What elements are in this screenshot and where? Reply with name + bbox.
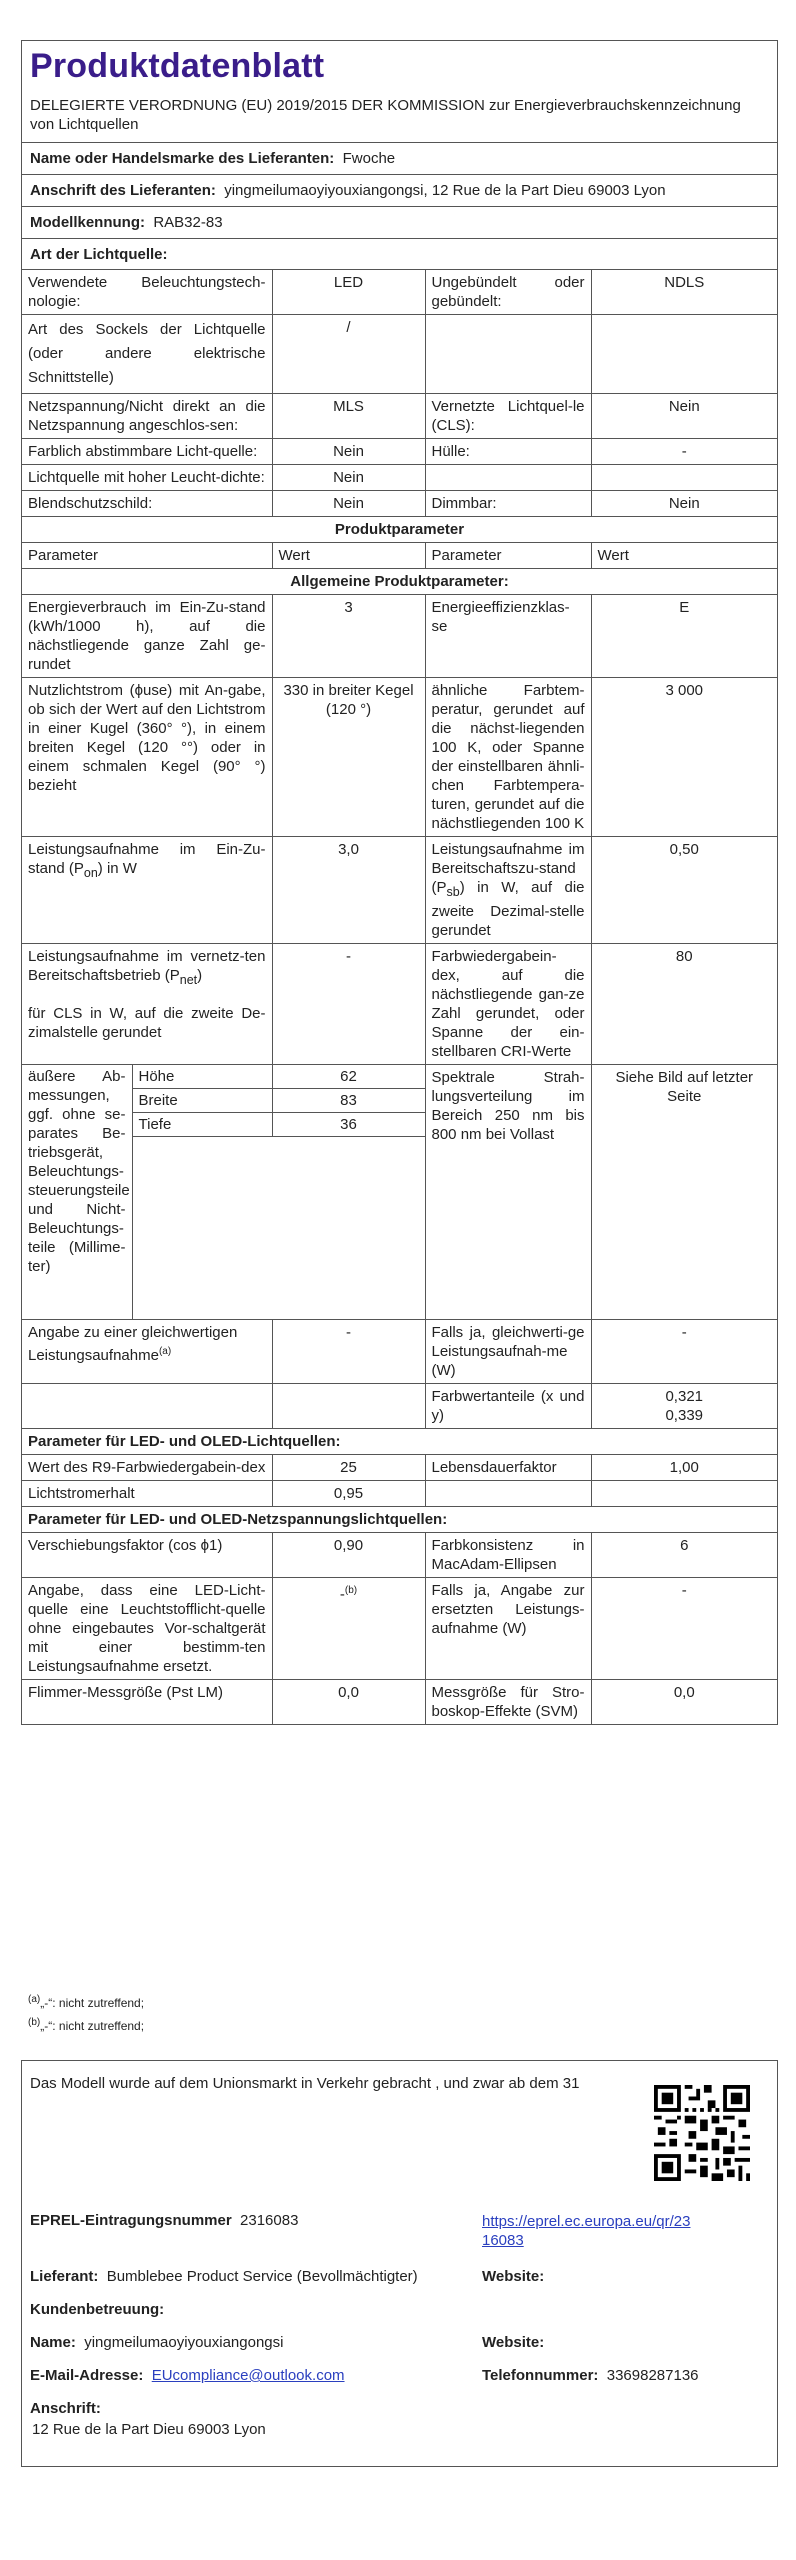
supplier-label: Lieferant: [30,2268,99,2285]
equivalent-power-watts-label: Falls ja, gleichwerti-ge Leistungsaufnah-me (W) [425,1320,591,1384]
replaced-power-label: Falls ja, Angabe zur ersetzten Leistungs-aufnahme (W) [425,1578,591,1680]
table-row [22,465,777,491]
energy-consumption-value: 3 [272,595,425,678]
empty-cell [591,1481,777,1507]
mains-value: MLS [272,394,425,439]
height-label: Höhe [132,1065,272,1089]
dimensions-table [22,1065,425,1319]
equivalent-power-label [22,1320,272,1384]
table-row [22,1680,777,1725]
useful-flux-label: Nutzlichtstrom (ϕuse) mit An-gabe, ob sich der Wert auf den Lichtstrom in einer Kugel (360° °), in einem breiten Kegel (120 °°) oder in einem schmalen Kegel (90° °) bezieht [22,678,272,837]
table-row [22,394,777,439]
depth-value: 36 [272,1113,425,1137]
empty-cell [22,1384,272,1429]
table-row [22,1429,777,1455]
on-mode-power-value: 3,0 [272,837,425,944]
customer-care-phone [482,2367,699,2384]
led-parameters-heading: Parameter für LED- und OLED-Lichtquellen: [22,1429,777,1455]
table-row [22,1507,777,1533]
chromaticity-y: 0,339 [665,1407,704,1424]
table-row [22,1384,777,1429]
color-temperature-value: 3 000 [591,678,777,837]
useful-flux-value: 330 in breiter Kegel (120 °) [272,678,425,837]
address-label: Anschrift: [30,2400,101,2417]
eprel-registration [30,2212,298,2229]
name-value: yingmeilumaoyiyouxiangongsi [84,2334,284,2351]
label-text: Leistungsaufnahme im Bereitschaftszu-stand (P [431,841,585,896]
chromaticity-value [591,1384,777,1429]
label-text: Leistungsaufnahme im vernetz-ten Bereitschaftsbetrieb (P [28,948,266,984]
spectral-distribution-label: Spektrale Strah-lungsverteilung im Bereich 250 nm bis 800 nm bei Vollast [425,1065,591,1320]
equivalent-power-watts-value: - [591,1320,777,1384]
empty-cell [272,1384,425,1429]
table-row [22,517,777,543]
flicker-metric-value: 0,0 [272,1680,425,1725]
empty-cell [132,1137,272,1320]
flicker-metric-label: Flimmer-Messgröße (Pst LM) [22,1680,272,1725]
eprel-link-line[interactable]: 16083 [482,2232,524,2249]
subscript: sb [446,885,460,899]
standby-power-label [425,837,591,944]
high-luminance-value: Nein [272,465,425,491]
supplier-value: Bumblebee Product Service (Bevollmächtigter) [106,2268,418,2285]
chromaticity-label: Farbwertanteile (x und y) [425,1384,591,1429]
supplier-address-value: yingmeilumaoyiyouxiangongsi, 12 Rue de la Part Dieu 69003 Lyon [224,182,666,199]
dimmable-value: Nein [591,491,777,517]
label-text: Angabe zu einer gleichwertigen Leistungsaufnahme [28,1324,238,1364]
empty-cell [425,465,591,491]
cap-type-label: Art des Sockels der Lichtquelle (oder andere elektrische Schnittstelle) [22,315,272,394]
replaced-power-value: - [591,1578,777,1680]
model-id-row [22,207,777,239]
sheet-header [22,41,777,143]
table-row [22,1533,777,1578]
label-text: Leistungsaufnahme im Ein-Zu-stand (P [28,841,266,877]
cri-value: 80 [591,944,777,1065]
regulation-subtitle: DELEGIERTE VERORDNUNG (EU) 2019/2015 DER KOMMISSION zur Energieverbrauchskennzeichnung von Lichtquellen [30,97,741,133]
color-consistency-label: Farbkonsistenz in MacAdam-Ellipsen [425,1533,591,1578]
subscript: net [179,973,198,987]
energy-consumption-label: Energieverbrauch im Ein-Zu-stand (kWh/1000 h), auf die nächstliegende ganze Zahl ge-rundet [22,595,272,678]
supplier-address-label: Anschrift des Lieferanten: [30,182,216,199]
table-row [22,491,777,517]
label-text: ) [197,967,203,984]
envelope-value: - [591,439,777,465]
footnote-a [28,1990,144,2013]
depth-label: Tiefe [132,1113,272,1137]
fluorescent-replacement-label: Angabe, dass eine LED-Licht-quelle eine Leuchtstofflicht-quelle ohne eingebautes Vor-schaltgerät mit einer bestimm-ten Leistungsaufnahme ersetzt. [22,1578,272,1680]
table-row [22,1065,425,1089]
supplier-name-value: Fwoche [342,150,396,167]
cls-value: Nein [591,394,777,439]
lumen-maintenance-label: Lichtstromerhalt [22,1481,272,1507]
anti-glare-value: Nein [272,491,425,517]
label-text: für CLS in W, auf die zweite De-zimalstelle gerundet [28,1005,266,1041]
supplier-address-row [22,175,777,207]
networked-standby-value: - [272,944,425,1065]
model-id-value: RAB32-83 [153,214,223,231]
light-source-type-title: Art der Lichtquelle: [30,246,168,263]
table-row [22,837,777,944]
tunable-label: Farblich abstimmbare Licht-quelle: [22,439,272,465]
displacement-factor-value: 0,90 [272,1533,425,1578]
eprel-link[interactable] [482,2212,690,2250]
r9-label: Wert des R9-Farbwiedergabein-dex [22,1455,272,1481]
column-header-parameter: Parameter [22,543,272,569]
envelope-label: Hülle: [425,439,591,465]
light-source-type-table [22,269,777,543]
color-consistency-value: 6 [591,1533,777,1578]
width-value: 83 [272,1089,425,1113]
table-row [22,1578,777,1680]
footnote-ref: (b) [344,1585,358,1596]
supplier-name-label: Name oder Handelsmarke des Lieferanten: [30,150,335,167]
table-row [22,1320,777,1384]
mains-parameters-heading: Parameter für LED- und OLED-Netzspannungslichtquellen: [22,1507,777,1533]
product-data-sheet [21,40,778,1725]
light-source-type-heading [22,239,777,270]
displacement-factor-label: Verschiebungsfaktor (cos ϕ1) [22,1533,272,1578]
empty-cell [591,315,777,394]
footnote-text: „-“: nicht zutreffend; [40,2019,145,2033]
address-value: 12 Rue de la Part Dieu 69003 Lyon [32,2421,266,2438]
energy-class-label: Energieeffizienzklas-se [425,595,591,678]
phone-label: Telefonnummer: [482,2367,599,2384]
width-label: Breite [132,1089,272,1113]
tunable-value: Nein [272,439,425,465]
empty-cell [591,465,777,491]
name-label: Name: [30,2334,76,2351]
stroboscopic-metric-value: 0,0 [591,1680,777,1725]
dimensions-cell [22,1065,425,1320]
r9-value: 25 [272,1455,425,1481]
value-text: - [339,1586,345,1603]
lumen-maintenance-value: 0,95 [272,1481,425,1507]
technology-value: LED [272,270,425,315]
table-row [22,595,777,678]
table-row [22,1065,777,1320]
email-link[interactable]: EUcompliance@outlook.com [151,2367,345,2384]
column-header-value: Wert [272,543,425,569]
dimensions-label: äußere Ab-messungen, ggf. ohne se-parates Be-triebsgerät, Beleuchtungs-steuerungsteile und Nicht-Beleuchtungs-teile (Millime-ter) [22,1065,132,1319]
column-header-value: Wert [591,543,777,569]
empty-cell [425,1481,591,1507]
subscript: on [83,866,98,880]
mains-label: Netzspannung/Nicht direkt an die Netzspannung angeschlos-sen: [22,394,272,439]
standby-power-value: 0,50 [591,837,777,944]
table-row [22,439,777,465]
networked-standby-label [22,944,272,1065]
table-row [22,543,777,569]
customer-care-email [30,2367,345,2384]
email-label: E-Mail-Adresse: [30,2367,144,2384]
table-row [22,270,777,315]
footnote-ref: (a) [158,1346,172,1357]
dimmable-label: Dimmbar: [425,491,591,517]
general-parameters-heading: Allgemeine Produktparameter: [22,569,777,595]
market-placement-text: Das Modell wurde auf dem Unionsmarkt in Verkehr gebracht , und zwar ab dem 31 [30,2075,580,2092]
model-id-label: Modellkennung: [30,214,145,231]
website-label: Website: [482,2334,545,2351]
supplier-name-row [22,143,777,175]
empty-cell [272,1137,425,1320]
footnote-b [28,2013,144,2036]
equivalent-power-value: - [272,1320,425,1384]
table-row [22,1481,777,1507]
phone-value: 33698287136 [606,2367,699,2384]
product-parameters-heading: Produktparameter [22,517,777,543]
table-row [22,315,777,394]
label-text: ) in W [97,860,137,877]
cap-type-value: / [272,315,425,394]
footnote-marker: (b) [28,2017,41,2028]
directional-value: NDLS [591,270,777,315]
eprel-registration-label: EPREL-Eintragungsnummer [30,2212,232,2229]
column-header-parameter: Parameter [425,543,591,569]
footnote-marker: (a) [28,1994,41,2005]
eprel-section [21,2060,778,2467]
color-temperature-label: ähnliche Farbtem-peratur, gerundet auf die nächst-liegenden 100 K, oder Spanne der einstellbaren ähnli-chen Farbtempera-turen, gerundet auf die nächstliegenden 100 K [425,678,591,837]
footnote-text: „-“: nicht zutreffend; [40,1996,145,2010]
on-mode-power-label [22,837,272,944]
fluorescent-replacement-value [272,1578,425,1680]
eprel-registration-value: 2316083 [240,2212,299,2229]
height-value: 62 [272,1065,425,1089]
table-row [22,1455,777,1481]
table-row [22,944,777,1065]
page-title: Produktdatenblatt [30,47,325,85]
empty-cell [425,315,591,394]
cls-label: Vernetzte Lichtquel-le (CLS): [425,394,591,439]
spectral-distribution-value: Siehe Bild auf letzter Seite [591,1065,777,1320]
stroboscopic-metric-label: Messgröße für Stro-boskop-Effekte (SVM) [425,1680,591,1725]
eprel-supplier [30,2268,418,2285]
customer-care-name [30,2334,283,2351]
label-text: ) in W, auf die zweite Dezimal-stelle gerundet [431,879,585,939]
anti-glare-label: Blendschutzschild: [22,491,272,517]
directional-label: Ungebündelt oder gebündelt: [425,270,591,315]
survival-factor-label: Lebensdauerfaktor [425,1455,591,1481]
customer-care-label: Kundenbetreuung: [30,2301,165,2318]
survival-factor-value: 1,00 [591,1455,777,1481]
eprel-link-line[interactable]: https://eprel.ec.europa.eu/qr/23 [482,2213,691,2230]
cri-label: Farbwiedergabein-dex, auf die nächstliegende gan-ze Zahl gerundet, oder Spanne der ein-stellbaren CRI-Werte [425,944,591,1065]
footnotes [28,1990,144,2036]
website-label: Website: [482,2268,545,2285]
energy-class-value: E [591,595,777,678]
table-row [22,569,777,595]
high-luminance-label: Lichtquelle mit hoher Leucht-dichte: [22,465,272,491]
chromaticity-x: 0,321 [665,1388,704,1405]
product-parameters-table [22,542,777,1724]
technology-label: Verwendete Beleuchtungstech-nologie: [22,270,272,315]
qr-code-icon[interactable] [654,2085,750,2181]
table-row [22,678,777,837]
